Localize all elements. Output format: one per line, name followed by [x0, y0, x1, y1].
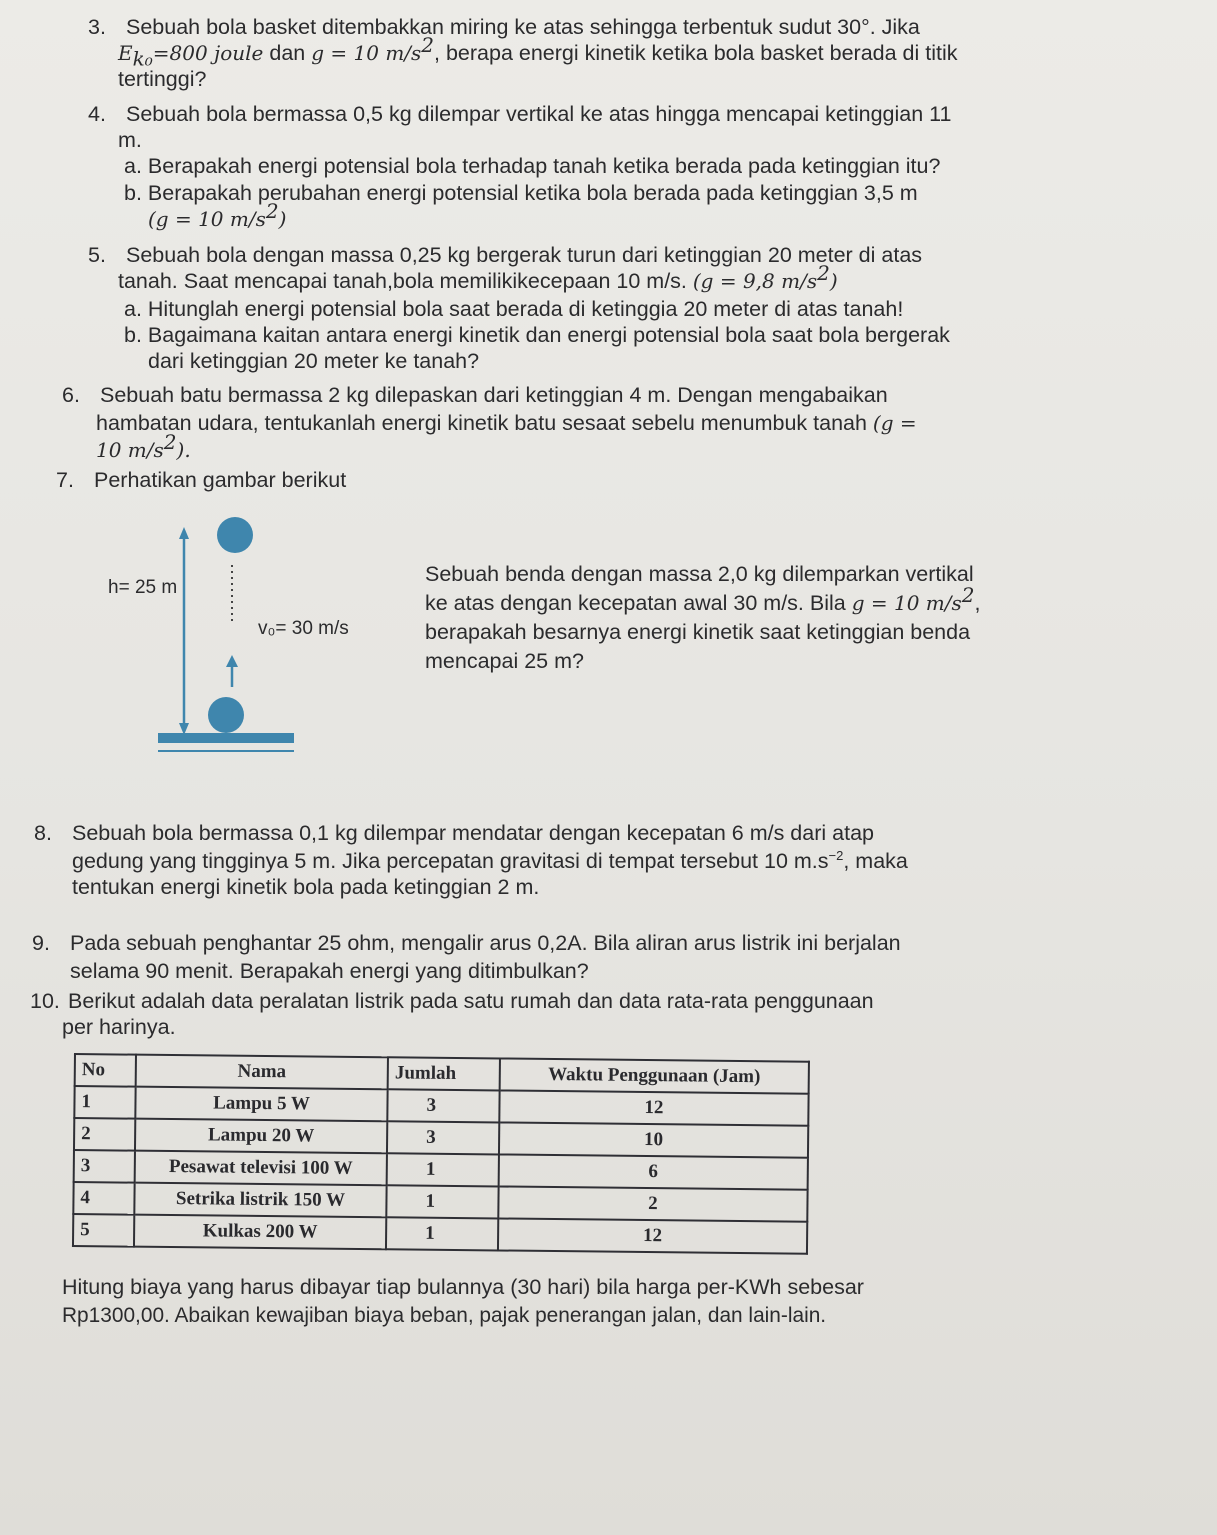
question-4a: a. Berapakah energi potensial bola terhadap tanah ketika berada pada ketinggian itu?: [124, 154, 941, 178]
header-jumlah: Jumlah: [388, 1057, 500, 1090]
question-4b-line2: [148, 198, 287, 232]
cell-nama: Setrika listrik 150 W: [134, 1183, 386, 1218]
ground: [158, 733, 294, 743]
figure-drawing: [100, 505, 420, 775]
superscript: 2: [961, 582, 975, 607]
question-text: , maka: [843, 849, 908, 873]
gravity-formula: (g =: [872, 411, 917, 435]
question-5b-line2: dari ketinggian 20 meter ke tanah?: [148, 349, 480, 373]
ball-bottom: [208, 697, 244, 733]
question-text: gedung yang tingginya 5 m. Jika percepatan gravitasi di tempat tersebut 10 m.s: [72, 849, 829, 873]
question-number: 9.: [32, 931, 50, 955]
paren: ): [278, 207, 287, 231]
header-waktu: Waktu Penggunaan (Jam): [500, 1058, 809, 1093]
question-text: ,: [974, 591, 981, 615]
question-text: mencapai 25 m?: [425, 649, 584, 673]
header-nama: Nama: [136, 1055, 388, 1090]
question-7-line1: [56, 467, 346, 493]
question-number: 10.: [30, 989, 60, 1013]
cell-waktu: 2: [498, 1186, 807, 1221]
cell-jumlah: 1: [386, 1217, 498, 1250]
question-text: Sebuah bola dengan massa 0,25 kg bergerak turun dari ketinggian 20 meter di atas: [126, 243, 923, 267]
question-text: . Jika: [869, 15, 920, 39]
gravity-formula: (g = 9,8 m/s: [692, 269, 818, 293]
question-number: 4.: [88, 102, 106, 126]
cell-jumlah: 1: [387, 1153, 499, 1186]
cell-nama: Pesawat televisi 100 W: [135, 1151, 387, 1186]
question-text: , berapa energi kinetik ketika bola basket berada di titik: [434, 41, 958, 65]
cell-waktu: 12: [498, 1218, 807, 1253]
question-7-text: [425, 560, 1145, 676]
vertical-throw-figure: [100, 505, 420, 775]
question-text: tanah. Saat mencapai tanah,bola memilikikecepaan 10 m/s.: [118, 269, 693, 293]
question-10-line2: per harinya.: [62, 1015, 176, 1039]
question-10-line1: [30, 988, 874, 1014]
cell-no: 2: [74, 1118, 135, 1151]
velocity-arrow-icon: [226, 655, 238, 667]
subscript: k₀: [132, 46, 153, 71]
question-text-line: [425, 582, 1145, 618]
question-text: ke atas dengan kecepatan awal 30 m/s. Bila: [425, 591, 852, 615]
degree-symbol: °: [861, 15, 870, 39]
question-6-line1: [62, 382, 888, 408]
question-5a: a. Hitunglah energi potensial bola saat berada di ketinggia 20 meter di atas tanah!: [124, 297, 904, 321]
cell-waktu: 12: [499, 1090, 808, 1125]
table-row: [73, 1214, 807, 1254]
velocity-label: v₀= 30 m/s: [258, 618, 349, 639]
question-8-line3: tentukan energi kinetik bola pada ketinggian 2 m.: [72, 875, 540, 899]
gravity-formula: (g = 10 m/s: [148, 207, 266, 231]
question-text: Sebuah bola bermassa 0,5 kg dilempar vertikal ke atas hingga mencapai ketinggian 11: [126, 102, 952, 126]
ball-top: [217, 517, 253, 553]
question-number: 7.: [56, 468, 74, 492]
superscript: 2: [421, 32, 435, 57]
superscript: 2: [265, 198, 279, 223]
cell-nama: Kulkas 200 W: [134, 1215, 386, 1250]
question-number: 6.: [62, 383, 80, 407]
cell-waktu: 6: [499, 1154, 808, 1189]
question-text: Sebuah bola basket ditembakkan miring ke atas sehingga terbentuk sudut 30: [126, 15, 862, 39]
question-9-line1: [32, 930, 901, 956]
cell-jumlah: 1: [386, 1185, 498, 1218]
question-3-line2: [118, 32, 958, 71]
question-4-line1: [88, 101, 951, 127]
cell-no: 3: [74, 1150, 135, 1183]
question-6-line3: [96, 429, 191, 463]
energy-value: =800 joule: [152, 41, 264, 65]
question-5-line2: [118, 260, 838, 294]
question-8-line1: [34, 820, 874, 846]
question-number: 3.: [88, 15, 106, 39]
cell-no: 4: [73, 1182, 134, 1215]
question-text: Berikut adalah data peralatan listrik pada satu rumah dan data rata-rata penggunaan: [68, 989, 874, 1013]
superscript: 2: [163, 429, 177, 454]
question-8-line2: [72, 848, 908, 874]
superscript: −2: [828, 847, 844, 863]
question-5-line1: [88, 242, 922, 268]
question-number: 8.: [34, 821, 52, 845]
cell-jumlah: 3: [387, 1089, 499, 1122]
question-10-after2: Rp1300,00. Abaikan kewajiban biaya beban, pajak penerangan jalan, dan lain-lain.: [62, 1303, 827, 1327]
cell-waktu: 10: [499, 1122, 808, 1157]
kinetic-energy-symbol: E: [118, 41, 133, 65]
paren: ): [829, 269, 838, 293]
cell-nama: Lampu 5 W: [135, 1087, 387, 1122]
height-label: h= 25 m: [108, 577, 178, 598]
question-3-line1: [88, 14, 920, 40]
question-text: Pada sebuah penghantar 25 ohm, mengalir arus 0,2A. Bila aliran arus listrik ini berjalan: [70, 931, 901, 955]
question-text: Sebuah bola bermassa 0,1 kg dilempar mendatar dengan kecepatan 6 m/s dari atap: [72, 821, 874, 845]
question-4-line2: m.: [118, 128, 142, 152]
question-text: hambatan udara, tentukanlah energi kinetik batu sesaat sebelu menumbuk tanah: [96, 411, 873, 435]
cell-no: 1: [74, 1086, 135, 1119]
question-text: berapakah besarnya energi kinetik saat ketinggian benda: [425, 620, 971, 644]
gravity-formula: g = 10 m/s: [311, 41, 422, 65]
paren: ).: [176, 438, 191, 462]
cell-nama: Lampu 20 W: [135, 1119, 387, 1154]
superscript: 2: [817, 260, 830, 285]
gravity-formula: g = 10 m/s: [851, 591, 962, 615]
arrow-up-icon: [179, 527, 189, 539]
cell-jumlah: 3: [387, 1121, 499, 1154]
header-no: No: [75, 1054, 136, 1087]
question-text: Perhatikan gambar berikut: [94, 468, 347, 492]
question-6-line2: [96, 410, 917, 436]
question-text: Sebuah batu bermassa 2 kg dilepaskan dari ketinggian 4 m. Dengan mengabaikan: [100, 383, 888, 407]
question-text: Sebuah benda dengan massa 2,0 kg dilemparkan vertikal: [425, 562, 974, 586]
question-number: 5.: [88, 243, 106, 267]
question-10-after1: Hitung biaya yang harus dibayar tiap bulannya (30 hari) bila harga per-KWh sebesar: [62, 1275, 864, 1299]
question-4b-line1: b. Berapakah perubahan energi potensial ketika bola berada pada ketinggian 3,5 m: [124, 181, 918, 205]
appliance-table: [72, 1053, 810, 1255]
gravity-value: 10 m/s: [96, 438, 164, 462]
question-9-line2: selama 90 menit. Berapakah energi yang ditimbulkan?: [70, 959, 589, 983]
question-3-line3: tertinggi?: [118, 67, 207, 91]
question-5b-line1: b. Bagaimana kaitan antara energi kinetik dan energi potensial bola saat bola bergerak: [124, 323, 950, 347]
question-text: dan: [263, 41, 312, 65]
cell-no: 5: [73, 1214, 134, 1247]
